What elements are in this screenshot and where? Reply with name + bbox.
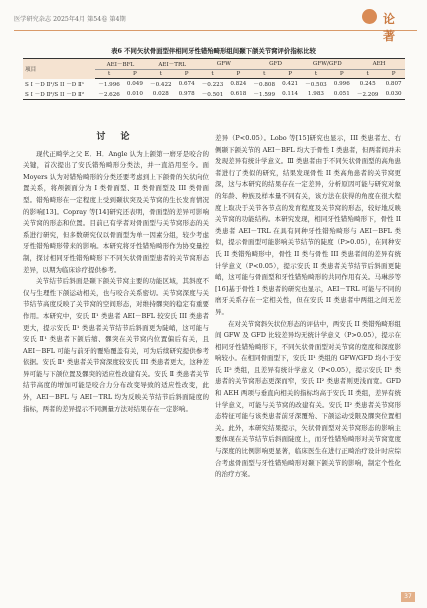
comparison-table [23, 58, 405, 100]
table-header-row [23, 59, 405, 70]
column-header-group: AEI－BFL [95, 59, 147, 70]
subheader-cell: t [301, 70, 330, 79]
body-paragraph: 现代正畸学之父 E．H．Angle 认为上颌第一磨牙是咬合的关键，首次提出了安氏错殆畸形分类法，并一直沿用至今。面 Moyers 认为对错殆畸形的分类还要考虑到上下颌骨的矢状向位置关系，将颅颌面分为 I 类骨面型、II 类骨面型及 III 类骨面型。错殆畸形在一定程度上受到颞状突及关节窝的生长发育情况的影响[13]。Copray 等[14]研究还表明，骨面型的差异可影响关节窝的形态和位置。目前已有学者对骨面型与关节窝形态的关系进行研究，但多数研究仅以骨面型为单一因素分组，较少考虑牙性错殆畸形带来的影响。本研究将牙性错殆畸形作为协变量控制，探讨相同牙性错殆畸形下不同矢状骨面型患者的关节窝形态差异，以期为临床诊疗提供参考。 [23, 149, 209, 274]
table-cell: 0.049 [126, 81, 143, 87]
table-cell: －0.808 [253, 82, 276, 88]
column-header-group: AEI－TRL [146, 59, 198, 70]
column-header-group: GFW [198, 59, 250, 70]
subheader-cell: t [250, 70, 279, 79]
right-column [215, 133, 401, 481]
subheader-cell: P [279, 70, 302, 79]
table-caption: 表6 不同矢状骨面型伴相同牙性错殆畸形组间颞下颌关节窝评价指标比较 [111, 47, 316, 55]
table-cell: －0.501 [201, 92, 224, 98]
logo-text: 论 著 [383, 12, 399, 43]
subheader-cell: P [382, 70, 405, 79]
table-cell: 0.421 [282, 81, 299, 87]
table-cell: －2.626 [98, 92, 120, 98]
table-cell: －2.209 [356, 92, 379, 98]
column-header-group: GFD [250, 59, 302, 70]
section-heading: 讨 论 [96, 132, 136, 142]
table-cell: －1.599 [253, 92, 276, 98]
subheader-cell: t [146, 70, 175, 79]
table-cell: 0.674 [178, 81, 195, 87]
table-row [23, 89, 405, 100]
table-cell: －1.996 [98, 82, 120, 88]
column-header-group: AEH [353, 59, 405, 70]
table-cell: －0.223 [201, 82, 224, 88]
table-row [23, 79, 405, 90]
column-header-item: 项目 [23, 59, 95, 79]
table-cell: 0.245 [359, 81, 376, 87]
table-cell: 0.618 [230, 91, 247, 97]
table-cell: 1.983 [307, 91, 324, 97]
left-column [23, 133, 209, 415]
row-label: S I －D Ⅱ¹/S II －D Ⅱ¹ [25, 81, 85, 88]
table-cell: 0.028 [152, 91, 169, 97]
table-cell: 0.978 [178, 91, 195, 97]
table-cell: 0.030 [385, 91, 402, 97]
journal-info: 医学研究杂志 2025年4月 第54卷 第4期 [14, 16, 126, 23]
table-cell: 0.824 [230, 81, 247, 87]
table-cell: 0.996 [333, 81, 350, 87]
page-number: 37 [401, 592, 415, 602]
subheader-cell: t [95, 70, 124, 79]
subheader-cell: P [175, 70, 198, 79]
row-label: S I －D Ⅱ²/S II －D Ⅱ² [25, 92, 85, 98]
subheader-cell: t [198, 70, 227, 79]
subheader-cell: P [227, 70, 250, 79]
table-cell: 0.010 [126, 91, 143, 97]
subheader-cell: P [330, 70, 353, 79]
table-cell: 0.807 [385, 81, 402, 87]
body-paragraph: 在对关节窝斜矢状位形态的评估中，两安氏 II 类错殆畸形组间 GFW 及 GFD 比较差异均无统计学意义（P>0.05），提示在相同牙性错殆畸形下，不同矢状骨面型对关节窝的宽度和深度影响较小。在相同骨面型下，安氏 II¹ 类组的 GFW/GFD 均小于安氏 II² 类组，且差异有统计学意义（P<0.05），提示安氏 II¹ 类患者的关节窝形态更深而窄，安氏 II² 类患者则更浅而宽。GFD 和 AEH 两项与垂直向相关的指标均高于安氏 II 类组，差异有统计学意义，可能与关节窝的改建有关。安氏 II² 类患者关节窝形态特征可能与该类患者前牙深覆殆、下颌运动受限及髁突位置相关。此外，本研究结果提示，矢状骨面型对关节窝形态的影响主要体现在关节结节后斜面陡度上，而牙性错殆畸形对关节窝宽度与深度的比例影响更显著，临床医生在进行正畸治疗设计时应综合考虑骨面型与牙性错殆畸形对颞下颌关节的影响，制定个性化的治疗方案。 [215, 319, 401, 479]
column-header-group: GFW/GFD [301, 59, 353, 70]
logo-circle-icon [362, 9, 377, 24]
section-logo [337, 7, 411, 43]
table-cell: －0.503 [305, 82, 327, 88]
subheader-cell: t [353, 70, 382, 79]
running-header [14, 10, 417, 43]
table-cell: －0.422 [149, 82, 172, 88]
table-cell: 0.051 [333, 91, 350, 97]
table-cell: 0.114 [282, 91, 299, 97]
body-paragraph: 差异（P<0.05）。Lobo 等[15]研究也显示，III 类患者左、右侧颞下颌关节的 AEI－BFL 均大于骨性 I 类患者，但两者间并未发现差异有统计学意义。Ⅲ 类患者由于不同矢状骨面型的高角患者进行了类似的研究，结果发现骨性 II 类高角患者的关节窝更深，这与本研究的结果存在一定差异，分析原因可能与研究对象的年龄、种族及样本量不同有关，该方法在获得的角度在很大程度上取决于关节各节点的发育程度及关节窝的形态，较好地反映关节窝的功能结构。本研究发现，相同牙性错殆畸形下，骨性 II 类患者 AEI－TRL 在具有同种牙性错殆畸形与 AEI－BFL 类似，提示骨面型可能影响关节结节的陡度（P>0.05），在同种安氏 II 类错殆畸形中，骨性 II 类与骨性 III 类患者间的差异有统计学意义（P<0.05），提示安氏 II 类患者关节结节后斜面更陡峭，这可能与骨面型和牙性错殆畸形的共同作用有关。马琳莎等[16]基于骨性 I 类患者的研究也显示，AEI－TRL 可能与不同的磨牙关系存在一定相关性，但在安氏 II 类患者中两组之间无差异。 [215, 134, 401, 316]
body-paragraph: 关节结节后斜面是颞下颌关节窝主要的功能区域，其斜度不仅与生理性下颌运动相关，也与咬合关系密切。关节窝深度与关节结节高度反映了关节窝的空间形态，对维持髁突的稳定有重要作用。本研究中，安氏 Ⅱ¹ 类患者 AEI－BFL 较安氏 III 类患者更大，提示安氏 Ⅱ¹ 类患者关节结节后斜面更为陡峭，这可能与安氏 Ⅱ¹ 类患者下颌后缩、髁突在关节窝内位置偏后有关，且 AEI－BFL 可能与前牙的覆殆覆盖有关，可为后续研究提供参考依据。安氏 Ⅱ¹ 类患者关节窝深度较安氏 III 类患者更大，这种差异可能与下颌位置及髁突的适应性改建有关。安氏 Ⅱ 类患者关节结节高度的增加可能是咬合力分布改变导致的适应性改变，此外，AEI－BFL 与 AEI－TRL 均为反映关节结节后斜面陡度的指标，两者的差异提示不同测量方法对结果存在一定影响。 [23, 277, 209, 413]
subheader-cell: P [124, 70, 147, 79]
